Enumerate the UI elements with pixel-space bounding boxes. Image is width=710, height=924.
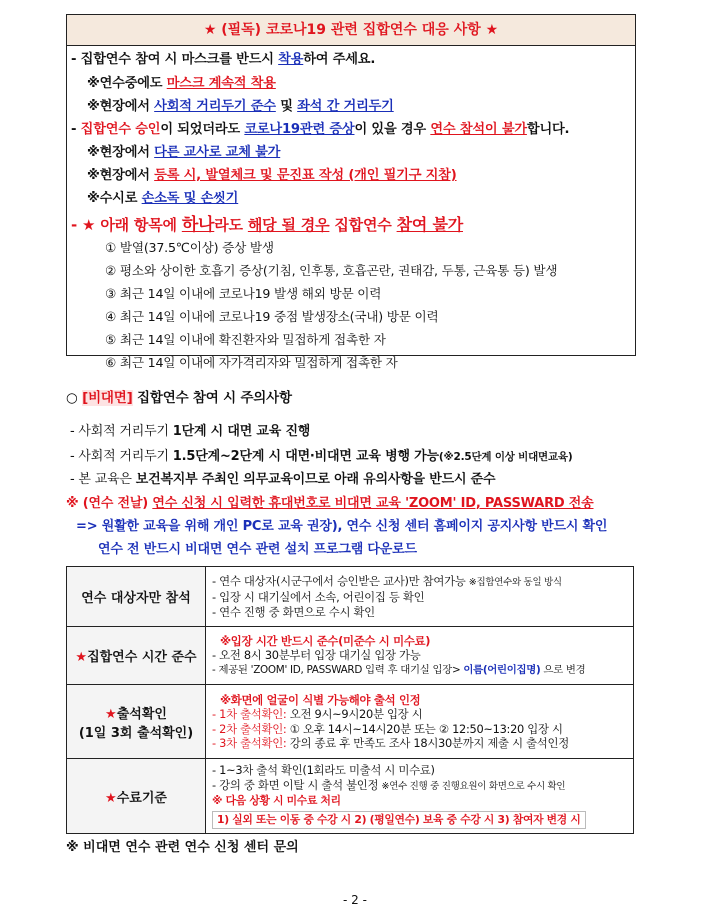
row-content-time: ※입장 시간 반드시 준수(미준수 시 미수료) - 오전 8시 30분부터 입장 대기실 입장 가능 - 제공된 'ZOOM' ID, PASSWARD 입력 후 대기실 입장> 이름(어린이집명) 으로 변경: [206, 627, 634, 685]
footnote: ※ 비대면 연수 관련 연수 신청 센터 문의: [66, 840, 299, 855]
online-install-program: 연수 전 반드시 비대면 연수 관련 설치 프로그램 다운로드: [98, 542, 417, 557]
notice-line-no-substitute: ※현장에서 다른 교사로 교체 불가: [87, 145, 281, 160]
exclusion-item: ④ 최근 14일 이내에 코로나19 중점 발생장소(국내) 방문 이력: [105, 309, 439, 324]
exclusion-item: ② 평소와 상이한 호흡기 증상(기침, 인후통, 호흡곤란, 권태감, 두통, 근육통 등) 발생: [105, 263, 558, 278]
table-row: [67, 567, 634, 627]
online-zoom-notice: ※ (연수 전날) 연수 신청 시 입력한 휴대번호로 비대면 교육 'ZOOM' ID, PASSWARD 전송: [66, 496, 594, 511]
row-content-attendees: - 연수 대상자(시군구에서 승인받은 교사)만 참여가능 ※집합연수와 동일 방식 - 입장 시 대기실에서 소속, 어린이집 등 확인 - 연수 진행 중 화면으로 수시 확인: [206, 567, 634, 627]
online-bullet-3: - 본 교육은 보건복지부 주최인 의무교육이므로 아래 유의사항을 반드시 준수: [70, 472, 496, 487]
covid-notice-box: [66, 14, 636, 370]
notice-title: ★ (필독) 코로나19 관련 집합연수 대응 사항 ★: [67, 15, 635, 46]
row-label-time: ★집합연수 시간 준수: [67, 627, 206, 685]
online-rules-table: [66, 566, 634, 834]
row-label-attendance: ★출석확인 (1일 3회 출석확인): [67, 685, 206, 759]
online-heading: ○ [비대면] 집합연수 참여 시 주의사항: [66, 390, 292, 406]
notice-line-exclusion: - ★ 아래 항목에 하나라도 해당 될 경우 집합연수 참여 불가: [71, 215, 463, 235]
online-bullet-2: - 사회적 거리두기 1.5단계~2단계 시 대면·비대면 교육 병행 가능(※2.5단계 이상 비대면교육): [70, 449, 573, 464]
table-row: [67, 685, 634, 759]
notice-line-registration: ※현장에서 등록 시, 발열체크 및 문진표 작성 (개인 필기구 지참): [87, 168, 457, 183]
row-label-attendees: 연수 대상자만 참석: [67, 567, 206, 627]
notice-line-mask-continuous: ※연수중에도 마스크 계속적 착용: [87, 76, 276, 91]
notice-line-distancing: ※현장에서 사회적 거리두기 준수 및 좌석 간 거리두기: [87, 99, 394, 114]
exclusion-item: ⑤ 최근 14일 이내에 확진환자와 밀접하게 접촉한 자: [105, 332, 386, 347]
online-pc-recommendation: => 원활한 교육을 위해 개인 PC로 교육 권장), 연수 신청 센터 홈페이지 공지사항 반드시 확인: [76, 519, 608, 534]
notice-line-symptoms: - 집합연수 승인이 되었더라도 코로나19관련 증상이 있을 경우 연수 참석이 불가합니다.: [71, 122, 570, 137]
exclusion-item: ③ 최근 14일 이내에 코로나19 발생 해외 방문 이력: [105, 286, 382, 301]
online-bullet-1: - 사회적 거리두기 1단계 시 대면 교육 진행: [70, 424, 311, 439]
page-number: - 2 -: [343, 893, 367, 907]
exclusion-item: ① 발열(37.5℃이상) 증상 발생: [105, 240, 274, 255]
row-content-completion: - 1~3차 출석 확인(1회라도 미출석 시 미수료) - 강의 중 화면 이탈 시 출석 불인정 ※연수 진행 중 진행요원이 화면으로 수시 확인 ※ 다음 상황 시 미수료 처리 1) 실외 또는 이동 중 수강 시 2) (평일연수) 보육 중 수강 시 3) 참여자 변경 시: [206, 759, 634, 834]
notice-line-mask: - 집합연수 참여 시 마스크를 반드시 착용하여 주세요.: [71, 52, 376, 67]
exclusion-item: ⑥ 최근 14일 이내에 자가격리자와 밀접하게 접촉한 자: [105, 355, 398, 370]
table-row: [67, 627, 634, 685]
row-label-completion: ★수료기준: [67, 759, 206, 834]
table-row: [67, 759, 634, 834]
row-content-attendance: ※화면에 얼굴이 식별 가능해야 출석 인정 - 1차 출석확인: 오전 9시~9시20분 입장 시 - 2차 출석확인: ① 오후 14시~14시20분 또는 ② 12:50~13:20 입장 시 - 3차 출석확인: 강의 종료 후 만족도 조사 18시30분까지 제출 시 출석인정: [206, 685, 634, 759]
notice-line-hand-sanitize: ※수시로 손소독 및 손씻기: [87, 191, 239, 206]
